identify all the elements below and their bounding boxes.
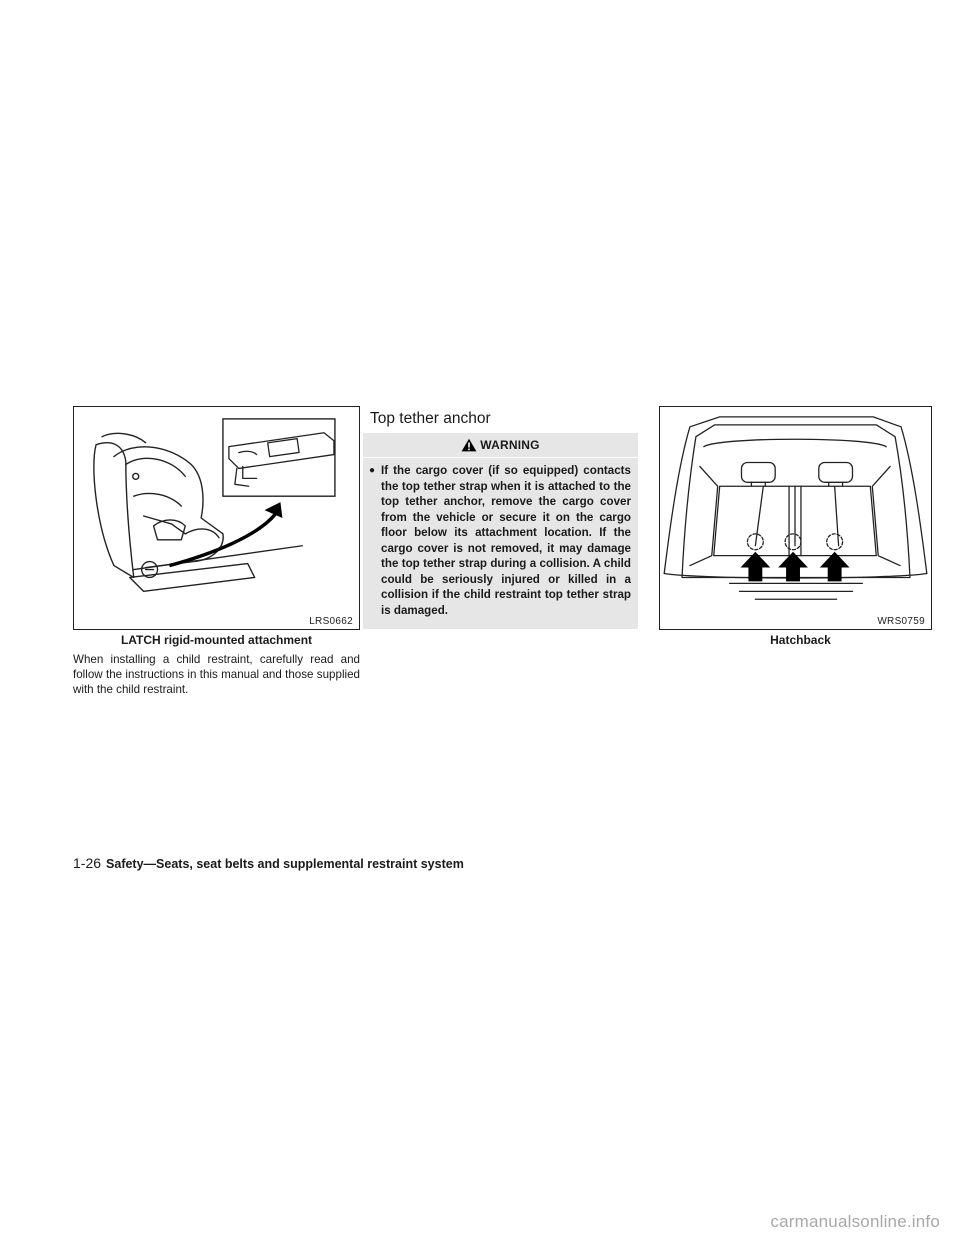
warning-header — [363, 433, 638, 458]
figure-hatchback — [659, 406, 932, 630]
warning-text: If the cargo cover (if so equipped) contacts the top tether strap when it is attached to the top tether anchor, remove the cargo cover from the vehicle or secure it on the cargo floor below its attachment location. If the cargo cover is not removed, it may damage the top tether strap during a collision. A child could be seriously injured or killed in a collision if the child restraint top tether strap is damaged. — [381, 464, 631, 617]
body-paragraph: When installing a child restraint, carefully read and follow the instructions in this manual and those supplied with the child restraint. — [73, 653, 360, 696]
warning-box — [363, 433, 638, 629]
figure-code: LRS0662 — [309, 616, 353, 627]
figure-code: WRS0759 — [877, 616, 925, 627]
bullet-icon: ● — [369, 465, 376, 476]
figure-caption: Hatchback — [770, 633, 831, 647]
page-number: 1-26 — [73, 855, 102, 871]
hatchback-illustration — [660, 407, 931, 629]
chapter-title: Safety—Seats, seat belts and supplemental restraint system — [106, 857, 464, 871]
figure-latch — [73, 406, 360, 630]
latch-illustration — [74, 407, 359, 629]
watermark: carmanualsonline.info — [770, 1212, 940, 1231]
arrow-icon — [740, 552, 849, 582]
page-footer — [73, 855, 464, 871]
figure-caption: LATCH rigid-mounted attachment — [120, 633, 313, 647]
warning-triangle-icon — [461, 438, 477, 452]
warning-label: WARNING — [480, 438, 540, 452]
section-heading: Top tether anchor — [370, 410, 491, 427]
warning-body — [363, 458, 638, 618]
